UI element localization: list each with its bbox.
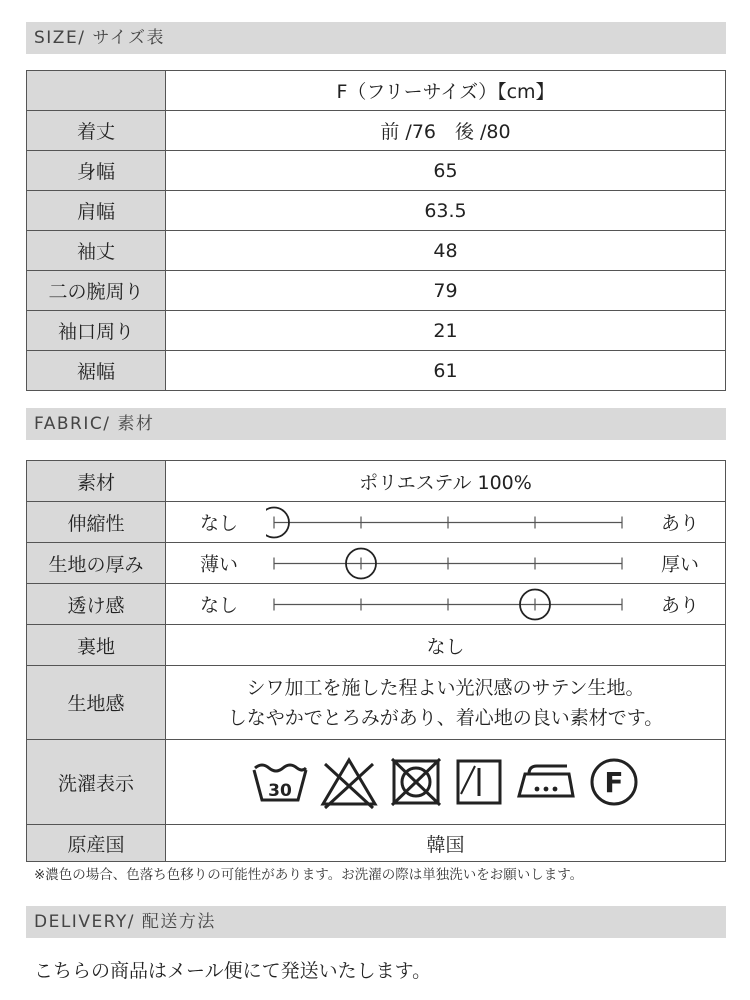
size-row-value: 21 [166,311,726,351]
material-label: 素材 [27,461,166,502]
size-row-label: 袖口周り [27,311,166,351]
fabric-section-title: FABRIC/ 素材 [26,408,726,440]
size-row-value: 63.5 [166,191,726,231]
sheerness-label: 透け感 [27,584,166,625]
scale-right-label: あり [660,512,699,535]
origin-value: 韓国 [166,825,726,862]
scale-track [266,502,634,543]
svg-text:F: F [603,766,624,799]
size-table [26,70,726,391]
size-row-value: 79 [166,271,726,311]
material-value: ポリエステル 100% [166,461,726,502]
size-row-label: 着丈 [27,111,166,151]
table-row [27,584,726,625]
fabric-table [26,460,726,862]
table-row [27,231,726,271]
lining-value: なし [166,625,726,666]
table-row [27,625,726,666]
wash-30-icon [251,754,309,810]
care-note: ※濃色の場合、色落ち色移りの可能性があります。お洗濯の際は単独洗いをお願いします。 [34,867,584,883]
care-icons [166,740,725,824]
table-row [27,666,726,740]
no-bleach-icon [319,754,379,810]
texture-label: 生地感 [27,666,166,740]
stretch-scale [166,502,726,543]
table-row [27,191,726,231]
dry-clean-f-icon [587,754,641,810]
svg-text:30: 30 [267,781,292,801]
size-row-value: 48 [166,231,726,271]
scale-right-label: 厚い [660,553,699,576]
thickness-scale [166,543,726,584]
size-row-value: 61 [166,351,726,391]
size-table-header-row [27,71,726,111]
table-row [27,111,726,151]
line-dry-icon [453,754,505,810]
care-label: 洗濯表示 [27,740,166,825]
stretch-label: 伸縮性 [27,502,166,543]
scale-track [266,543,634,584]
size-header-blank [27,71,166,111]
delivery-text: こちらの商品はメール便にて発送いたします。 [34,960,432,982]
delivery-section-title: DELIVERY/ 配送方法 [26,906,726,938]
scale-left-label: 薄い [200,553,239,576]
size-row-value: 前 /76 後 /80 [166,111,726,151]
no-tumble-dry-icon [389,754,443,810]
table-row [27,461,726,502]
table-row [27,351,726,391]
scale-track [266,584,634,625]
scale-right-label: あり [660,594,699,617]
table-row [27,543,726,584]
table-row [27,151,726,191]
table-row [27,825,726,862]
size-row-label: 裾幅 [27,351,166,391]
table-row [27,311,726,351]
size-row-label: 二の腕周り [27,271,166,311]
texture-line-2: しなやかでとろみがあり、着心地の良い素材です。 [227,706,664,729]
iron-low-icon [515,754,577,810]
size-row-label: 袖丈 [27,231,166,271]
size-row-value: 65 [166,151,726,191]
thickness-label: 生地の厚み [27,543,166,584]
table-row [27,271,726,311]
origin-label: 原産国 [27,825,166,862]
care-icons-cell [166,740,726,825]
size-header-label: F（フリーサイズ）【cm】 [166,71,726,111]
sheerness-scale [166,584,726,625]
table-row [27,502,726,543]
scale-left-label: なし [200,512,239,535]
size-row-label: 肩幅 [27,191,166,231]
table-row [27,740,726,825]
size-row-label: 身幅 [27,151,166,191]
texture-value [166,666,726,740]
texture-line-1: シワ加工を施した程よい光沢感のサテン生地。 [246,676,645,699]
scale-left-label: なし [200,594,239,617]
lining-label: 裏地 [27,625,166,666]
size-section-title: SIZE/ サイズ表 [26,22,726,54]
